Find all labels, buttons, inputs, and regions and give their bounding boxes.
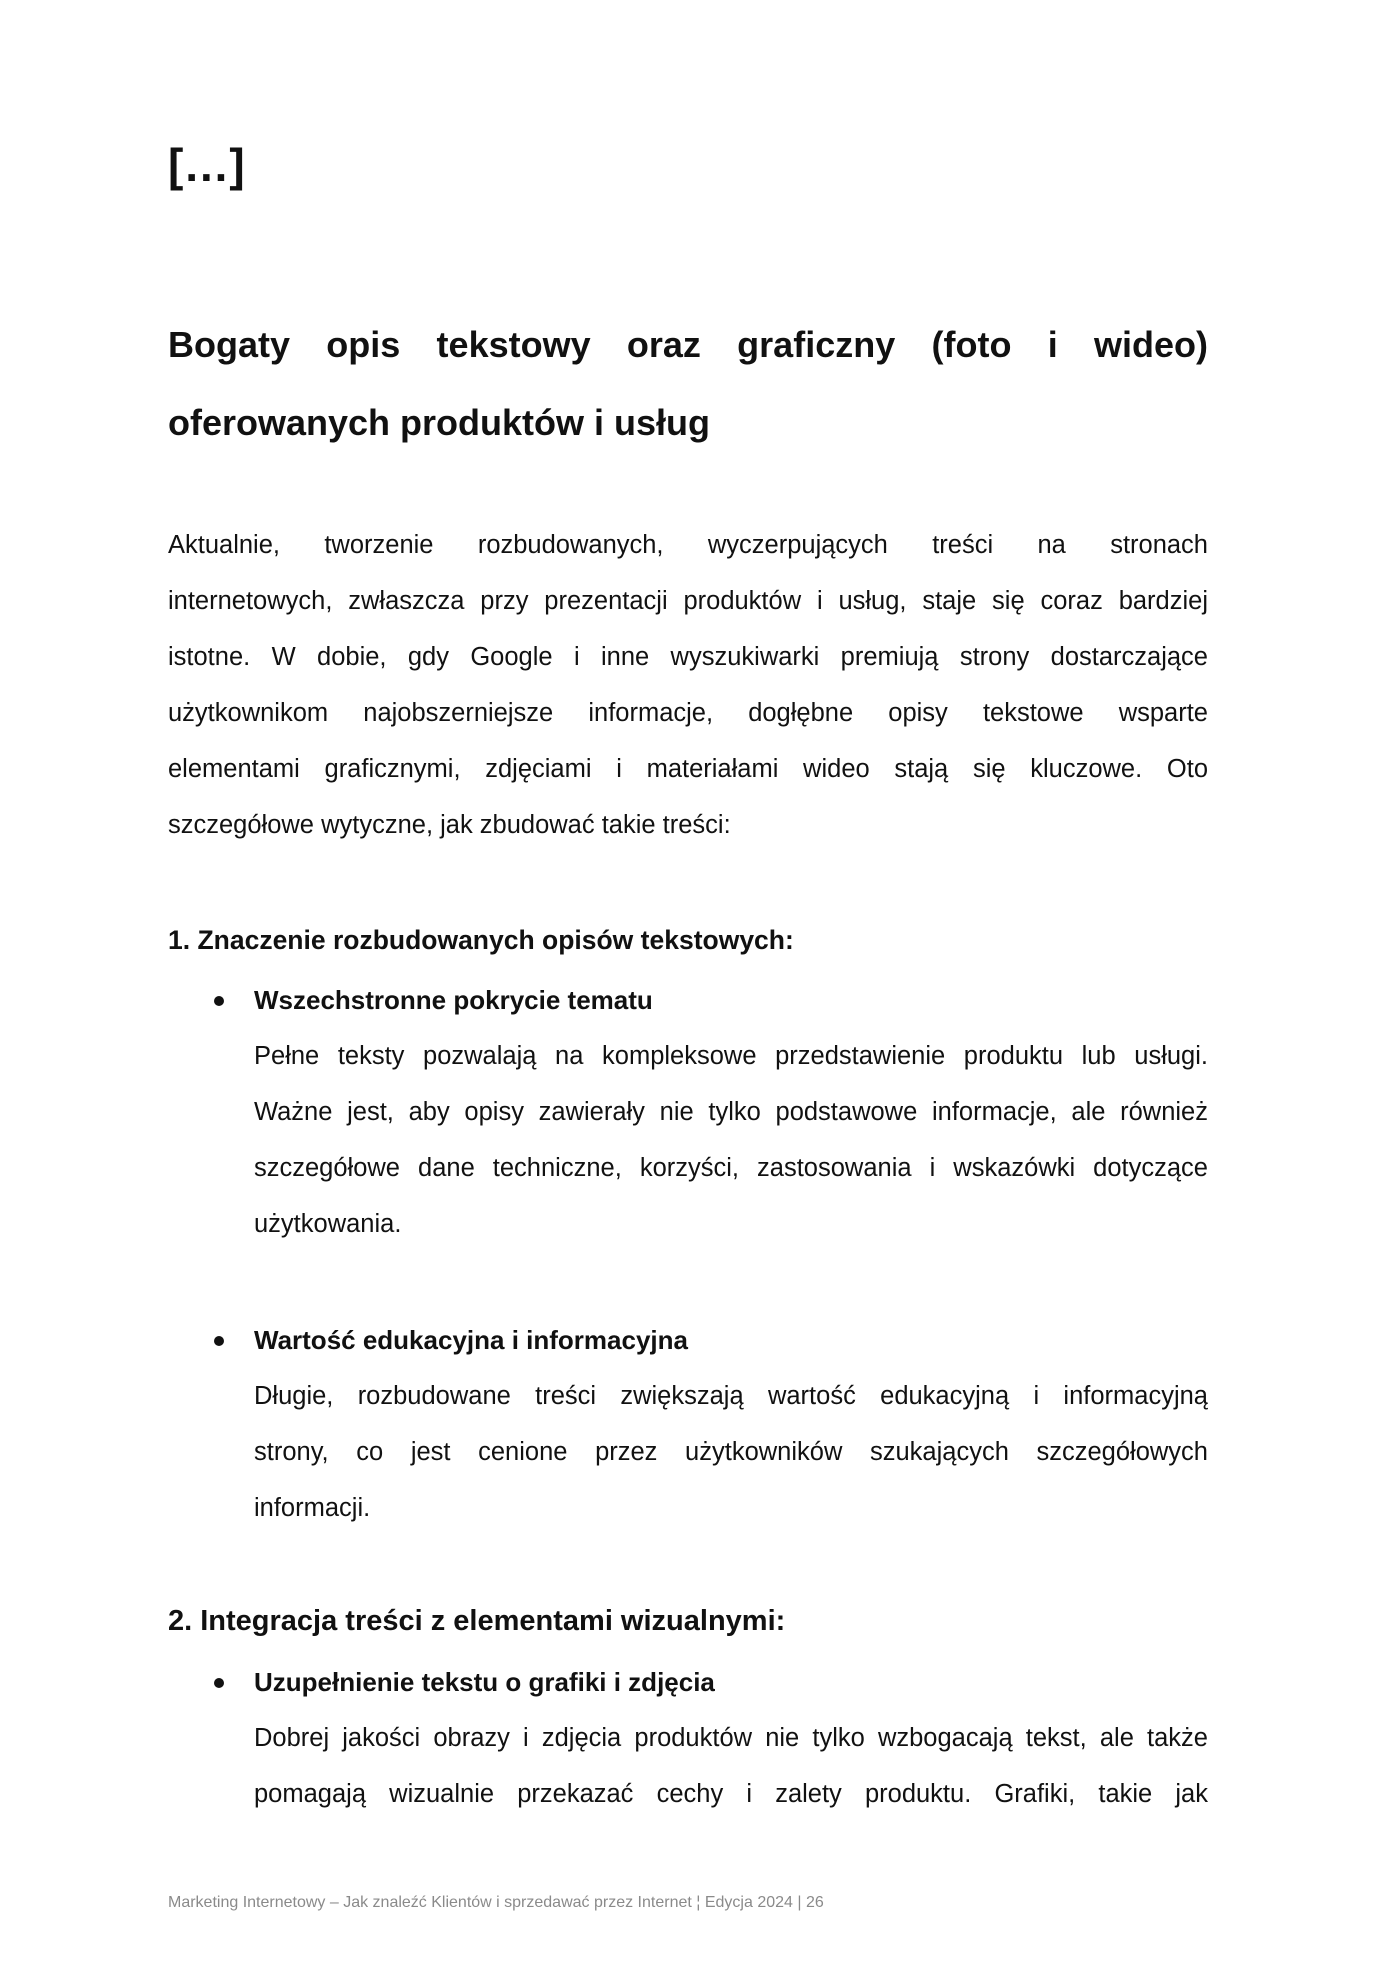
bullet-title: Uzupełnienie tekstu o grafiki i zdjęcia — [254, 1667, 715, 1697]
bullet-title: Wszechstronne pokrycie tematu — [254, 985, 653, 1015]
omission-marker: […] — [168, 139, 245, 191]
heading-line-2: oferowanych produktów i usług — [168, 402, 711, 443]
bullet-icon — [214, 1678, 224, 1688]
intro-line: elementami graficznymi, zdjęciami i materiałami wideo stają się kluczowe. Oto — [168, 755, 1208, 783]
bullet-text-line: Ważne jest, aby opisy zawierały nie tylko podstawowe informacje, ale również — [254, 1098, 1208, 1126]
intro-line: użytkownikom najobszerniejsze informacje, dogłębne opisy tekstowe wsparte — [168, 699, 1208, 727]
bullet-text-line: szczegółowe dane techniczne, korzyści, zastosowania i wskazówki dotyczące — [254, 1154, 1208, 1182]
intro-line: szczegółowe wytyczne, jak zbudować takie treści: — [168, 811, 731, 839]
page-footer: Marketing Internetowy – Jak znaleźć Klientów i sprzedawać przez Internet ¦ Edycja 2024 | 26 — [168, 1894, 824, 1911]
bullet-text-line: pomagają wizualnie przekazać cechy i zalety produktu. Grafiki, takie jak — [254, 1780, 1208, 1808]
bullet-icon — [214, 996, 224, 1006]
bullet-text-line: użytkowania. — [254, 1210, 402, 1238]
section-heading-1: 1. Znaczenie rozbudowanych opisów tekstowych: — [168, 925, 794, 955]
bullet-text-line: Dobrej jakości obrazy i zdjęcia produktów nie tylko wzbogacają tekst, ale także — [254, 1724, 1208, 1752]
bullet-text-line: strony, co jest cenione przez użytkowników szukających szczegółowych — [254, 1438, 1208, 1466]
intro-line: internetowych, zwłaszcza przy prezentacji produktów i usług, staje się coraz bardziej — [168, 587, 1208, 615]
heading-line-1: Bogaty opis tekstowy oraz graficzny (foto i wideo) — [168, 324, 1208, 365]
intro-line: Aktualnie, tworzenie rozbudowanych, wyczerpujących treści na stronach — [168, 531, 1208, 559]
bullet-text-line: Długie, rozbudowane treści zwiększają wartość edukacyjną i informacyjną — [254, 1382, 1208, 1410]
intro-line: istotne. W dobie, gdy Google i inne wyszukiwarki premiują strony dostarczające — [168, 643, 1208, 671]
bullet-text-line: informacji. — [254, 1494, 371, 1522]
bullet-title: Wartość edukacyjna i informacyjna — [254, 1325, 688, 1355]
section-heading-2: 2. Integracja treści z elementami wizualnymi: — [168, 1605, 786, 1637]
bullet-icon — [214, 1336, 224, 1346]
bullet-text-line: Pełne teksty pozwalają na kompleksowe przedstawienie produktu lub usługi. — [254, 1042, 1208, 1070]
